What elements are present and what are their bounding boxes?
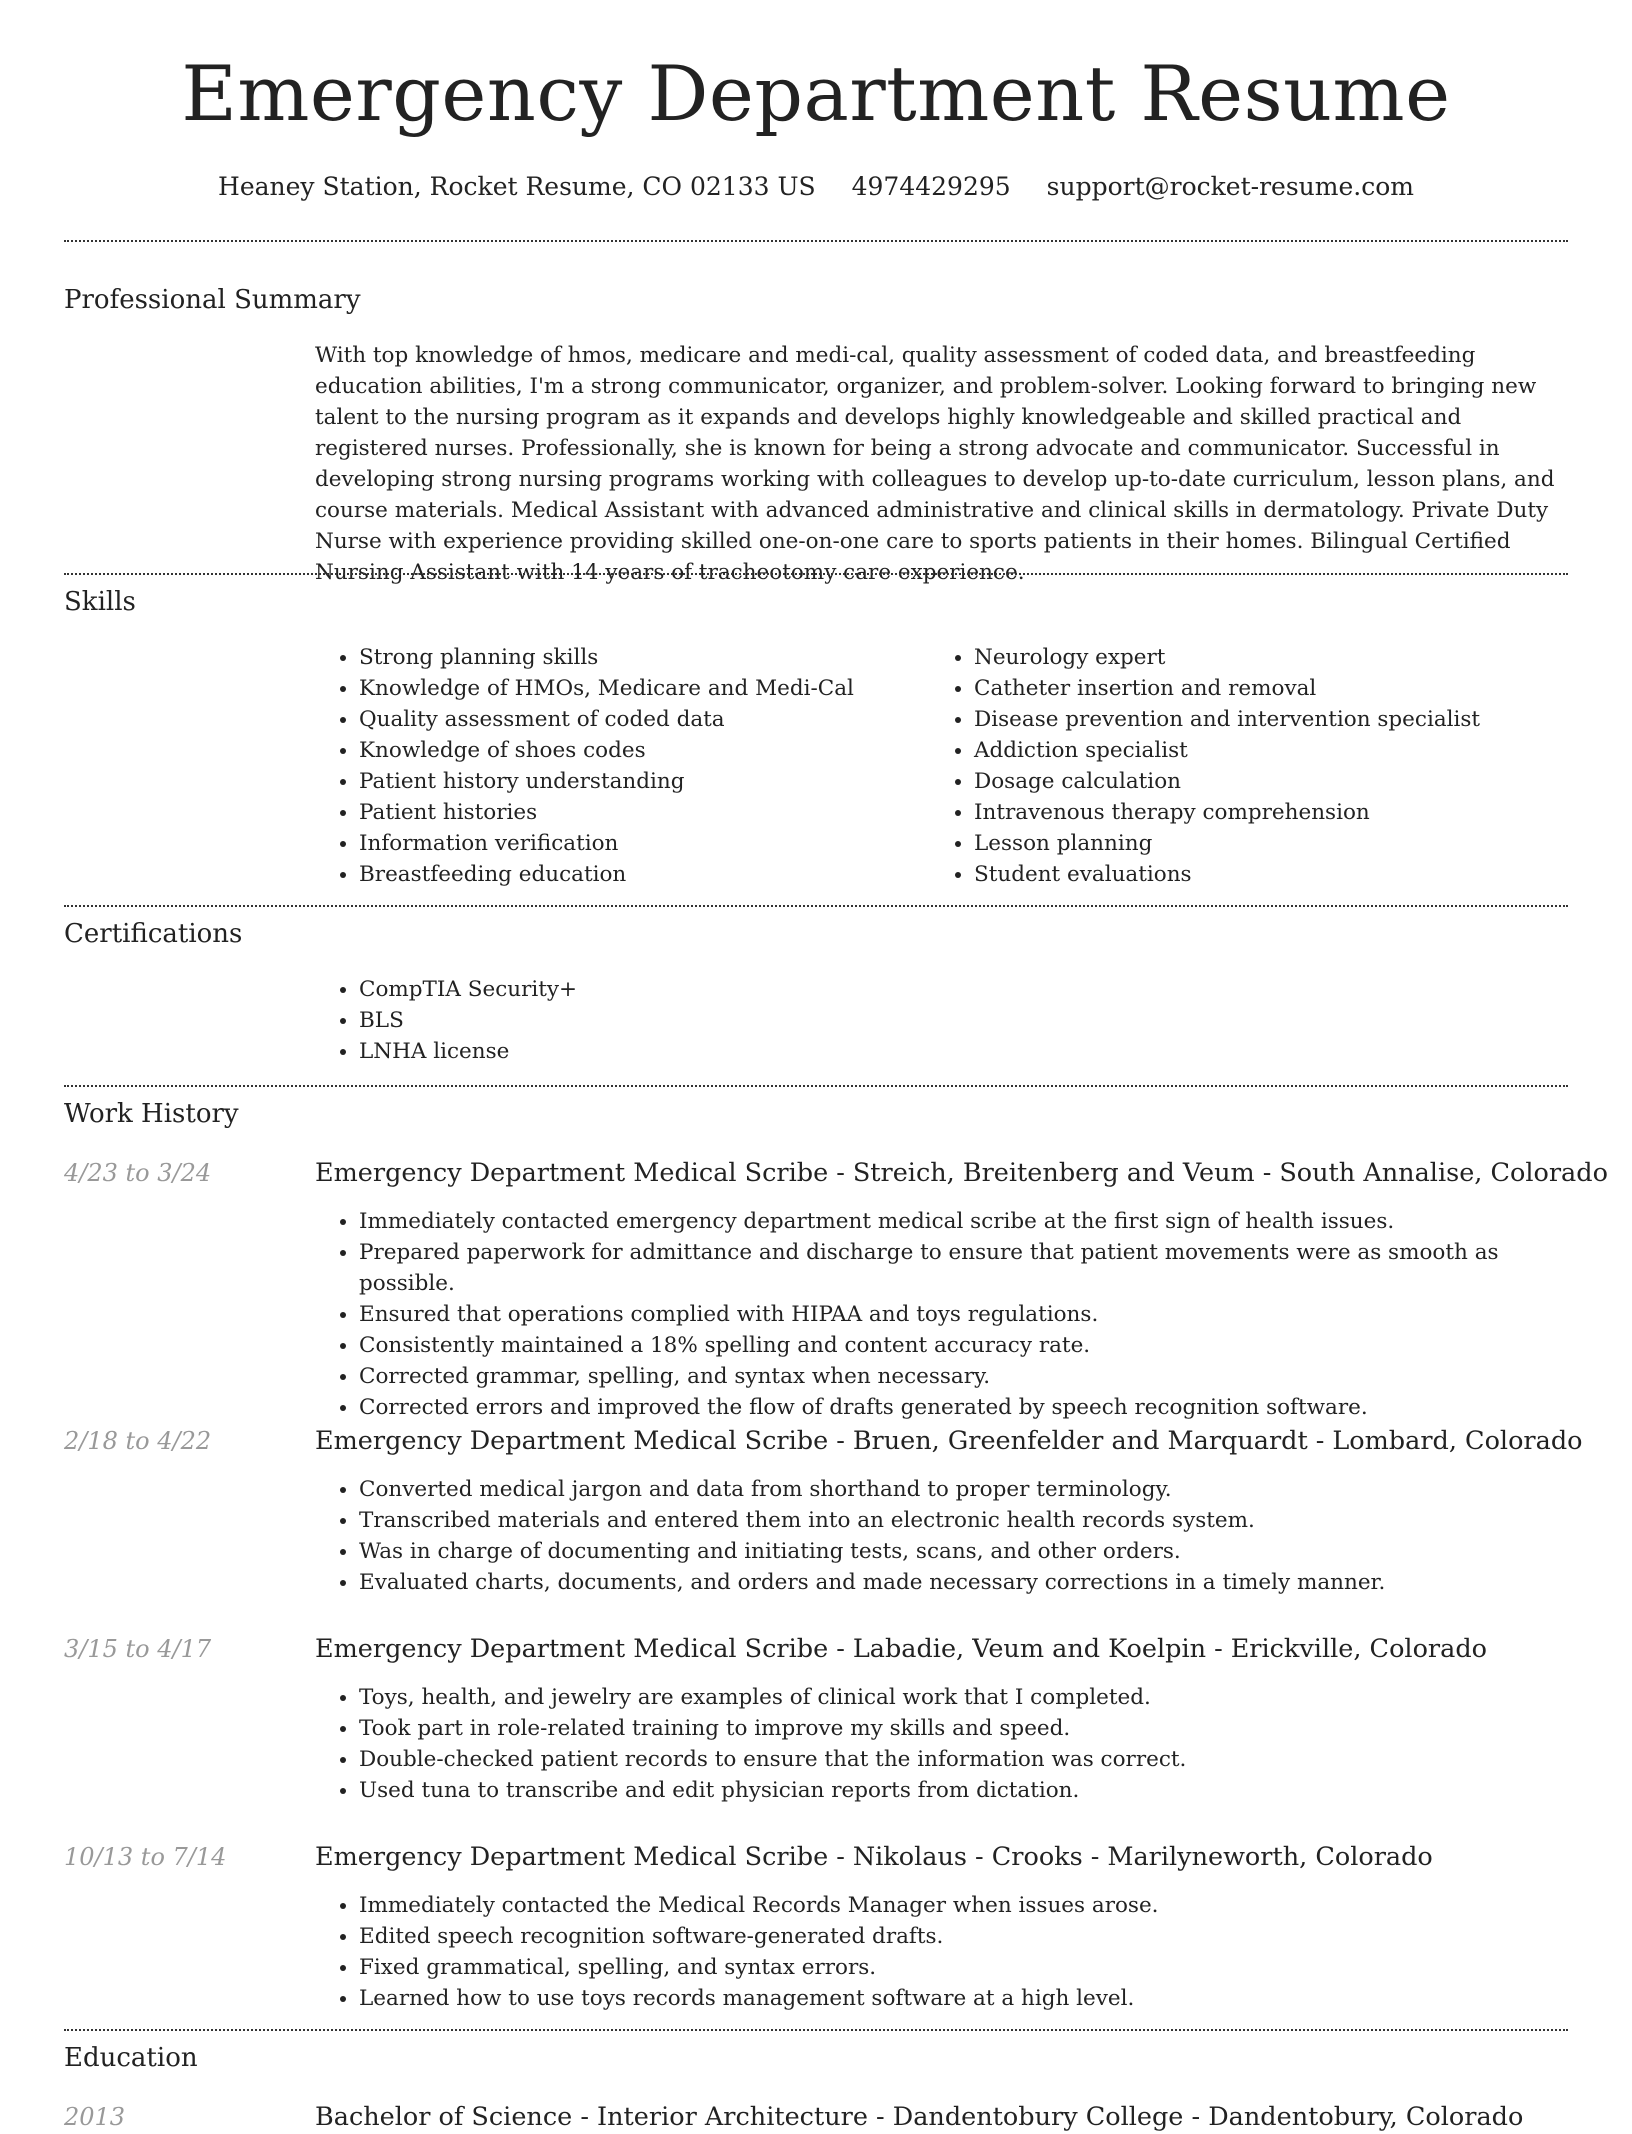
skills-list-left bbox=[315, 642, 919, 890]
job-bullet: • Corrected grammar, spelling, and syntax when necessary. bbox=[359, 1361, 1599, 1392]
job-heading: Emergency Department Medical Scribe - Nikolaus - Crooks - Marilyneworth, Colorado bbox=[315, 1842, 1433, 1872]
skill-item: • Quality assessment of coded data bbox=[359, 704, 919, 735]
skill-item: • Addiction specialist bbox=[974, 735, 1594, 766]
education-row bbox=[0, 2096, 1632, 2132]
job-bullet: • Immediately contacted the Medical Records Manager when issues arose. bbox=[359, 1890, 1599, 1921]
skill-item: • Student evaluations bbox=[974, 859, 1594, 890]
contact-email: support@rocket-resume.com bbox=[1046, 172, 1414, 201]
skills-list-right bbox=[930, 642, 1594, 890]
contact-line bbox=[0, 170, 1632, 204]
job-bullet: • Consistently maintained a 18% spelling and content accuracy rate. bbox=[359, 1330, 1599, 1361]
job-bullet: • Used tuna to transcribe and edit physician reports from dictation. bbox=[359, 1775, 1599, 1806]
certifications-heading: Certifications bbox=[64, 919, 243, 949]
skill-item: • Patient histories bbox=[359, 797, 919, 828]
skill-item: • Strong planning skills bbox=[359, 642, 919, 673]
job-company: Bruen, Greenfelder and Marquardt bbox=[852, 1426, 1308, 1456]
job-location: Erickville, Colorado bbox=[1230, 1634, 1487, 1664]
job-bullet: • Double-checked patient records to ensure that the information was correct. bbox=[359, 1744, 1599, 1775]
education-entry: Bachelor of Science - Interior Architecture - Dandentobury College - Dandentobury, Colorado bbox=[315, 2102, 1524, 2132]
job-bullets bbox=[315, 1206, 1599, 1423]
job-title: Emergency Department Medical Scribe bbox=[315, 1842, 829, 1872]
skill-item: • Neurology expert bbox=[974, 642, 1594, 673]
skill-item: • Lesson planning bbox=[974, 828, 1594, 859]
skill-item: • Information verification bbox=[359, 828, 919, 859]
education-heading: Education bbox=[64, 2043, 198, 2073]
summary-text: With top knowledge of hmos, medicare and medi-cal, quality assessment of coded data, and breastfeeding education abilities, I'm a strong communicator, organizer, and problem-solver. Looking forward to bringing new talent to the nursing program as it expands and develops highly knowledgeable and skilled practical and registered nurses. Professionally, she is known for being a strong advocate and communicator. Successful in developing strong nursing programs working with colleagues to develop up-to-date curriculum, lesson plans, and course materials. Medical Assistant with advanced administrative and clinical skills in dermatology. Private Duty Nurse with experience providing skilled one-on-one care to sports patients in their homes. Bilingual Certified Nursing Assistant with 14 years of tracheotomy care experience. bbox=[315, 343, 1555, 585]
job-bullet: • Took part in role-related training to improve my skills and speed. bbox=[359, 1713, 1599, 1744]
skill-item: • Disease prevention and intervention specialist bbox=[974, 704, 1594, 735]
education-date: 2013 bbox=[64, 2103, 126, 2131]
skill-item: • Knowledge of shoes codes bbox=[359, 735, 919, 766]
job-bullet: • Edited speech recognition software-generated drafts. bbox=[359, 1921, 1599, 1952]
job-bullet: • Learned how to use toys records management software at a high level. bbox=[359, 1983, 1599, 2014]
job-company: Nikolaus - Crooks bbox=[852, 1842, 1083, 1872]
resume-title: Emergency Department Resume bbox=[181, 49, 1451, 138]
skill-item: • Breastfeeding education bbox=[359, 859, 919, 890]
job-bullet: • Toys, health, and jewelry are examples of clinical work that I completed. bbox=[359, 1682, 1599, 1713]
skill-item: • Patient history understanding bbox=[359, 766, 919, 797]
skills-heading: Skills bbox=[64, 587, 136, 617]
section-divider bbox=[64, 1085, 1568, 1087]
certification-item: • BLS bbox=[359, 1005, 1159, 1036]
job-location: Lombard, Colorado bbox=[1332, 1426, 1583, 1456]
job-bullets bbox=[315, 1890, 1599, 2014]
contact-phone: 4974429295 bbox=[851, 172, 1011, 201]
job-bullet: • Transcribed materials and entered them into an electronic health records system. bbox=[359, 1505, 1599, 1536]
skill-item: • Knowledge of HMOs, Medicare and Medi-Cal bbox=[359, 673, 919, 704]
job-dates: 3/15 to 4/17 bbox=[64, 1635, 212, 1663]
job-bullet: • Prepared paperwork for admittance and discharge to ensure that patient movements were as smooth as possible. bbox=[359, 1237, 1599, 1299]
section-divider bbox=[64, 573, 1568, 575]
certifications-list bbox=[315, 974, 1159, 1067]
skill-item: • Intravenous therapy comprehension bbox=[974, 797, 1594, 828]
work-history-heading: Work History bbox=[64, 1099, 239, 1129]
skill-item: • Dosage calculation bbox=[974, 766, 1594, 797]
job-bullet: • Converted medical jargon and data from shorthand to proper terminology. bbox=[359, 1474, 1599, 1505]
contact-address: Heaney Station, Rocket Resume, CO 02133 US bbox=[218, 172, 816, 201]
job-bullet: • Immediately contacted emergency department medical scribe at the first sign of health issues. bbox=[359, 1206, 1599, 1237]
job-bullets bbox=[315, 1474, 1599, 1598]
job-title: Emergency Department Medical Scribe bbox=[315, 1634, 829, 1664]
job-dates: 10/13 to 7/14 bbox=[64, 1843, 227, 1871]
section-divider bbox=[64, 2029, 1568, 2031]
job-bullet: • Evaluated charts, documents, and orders and made necessary corrections in a timely manner. bbox=[359, 1567, 1599, 1598]
job-location: South Annalise, Colorado bbox=[1279, 1158, 1608, 1188]
job-bullets bbox=[315, 1682, 1599, 1806]
job-company: Labadie, Veum and Koelpin bbox=[852, 1634, 1207, 1664]
job-company: Streich, Breitenberg and Veum bbox=[852, 1158, 1255, 1188]
job-heading: Emergency Department Medical Scribe - Streich, Breitenberg and Veum - South Annalise, Colorado bbox=[315, 1158, 1608, 1188]
job-title: Emergency Department Medical Scribe bbox=[315, 1426, 829, 1456]
section-divider bbox=[64, 240, 1568, 242]
skill-item: • Catheter insertion and removal bbox=[974, 673, 1594, 704]
job-bullet: • Corrected errors and improved the flow of drafts generated by speech recognition software. bbox=[359, 1392, 1599, 1423]
job-heading: Emergency Department Medical Scribe - Labadie, Veum and Koelpin - Erickville, Colorado bbox=[315, 1634, 1487, 1664]
certification-item: • CompTIA Security+ bbox=[359, 974, 1159, 1005]
summary-heading: Professional Summary bbox=[64, 285, 361, 315]
job-location: Marilyneworth, Colorado bbox=[1107, 1842, 1433, 1872]
job-bullet: • Fixed grammatical, spelling, and syntax errors. bbox=[359, 1952, 1599, 1983]
certification-item: • LNHA license bbox=[359, 1036, 1159, 1067]
job-dates: 4/23 to 3/24 bbox=[64, 1159, 212, 1187]
section-divider bbox=[64, 905, 1568, 907]
job-bullet: • Was in charge of documenting and initiating tests, scans, and other orders. bbox=[359, 1536, 1599, 1567]
job-title: Emergency Department Medical Scribe bbox=[315, 1158, 829, 1188]
job-bullet: • Ensured that operations complied with HIPAA and toys regulations. bbox=[359, 1299, 1599, 1330]
job-dates: 2/18 to 4/22 bbox=[64, 1427, 212, 1455]
job-heading: Emergency Department Medical Scribe - Bruen, Greenfelder and Marquardt - Lombard, Colorado bbox=[315, 1426, 1583, 1456]
